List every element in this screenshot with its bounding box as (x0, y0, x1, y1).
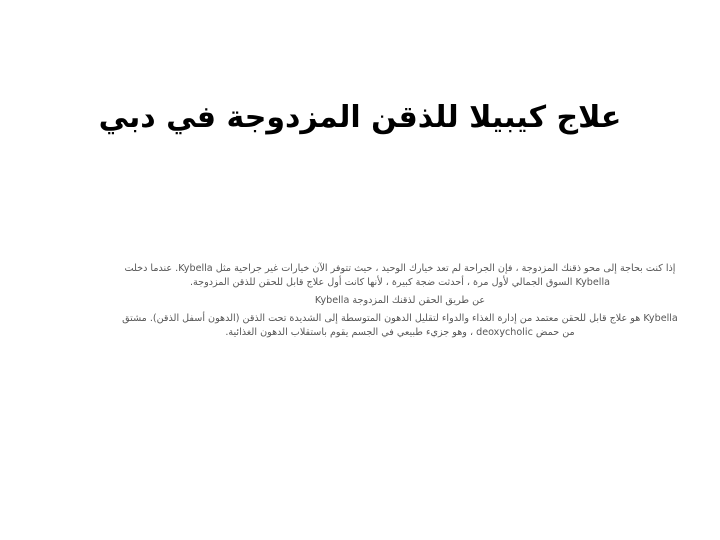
slide-body (120, 262, 680, 344)
body-paragraph-description: Kybella هو علاج قابل للحقن معتمد من إدارة الغذاء والدواء لتقليل الدهون المتوسطة إلى الشديدة تحت الذقن (الدهون أسفل الذقن). مشتق من حمض deoxycholic ، وهو جزيء طبيعي في الجسم يقوم باستقلاب الدهون الغذائية. (122, 313, 678, 338)
body-paragraph-intro: إذا كنت بحاجة إلى محو ذقنك المزدوجة ، فإن الجراحة لم تعد خيارك الوحيد ، حيث تتوفر الآن خيارات غير جراحية مثل Kybella. عندما دخلت Kybella السوق الجمالي لأول مرة ، أحدثت ضجة كبيرة ، لأنها كانت أول علاج قابل للحقن للذقن المزدوجة. (124, 263, 676, 288)
slide-title: علاج كيبيلا للذقن المزدوجة في دبي (98, 100, 622, 135)
body-paragraph-subheading: عن طريق الحقن لذقنك المزدوجة Kybella (314, 295, 486, 306)
